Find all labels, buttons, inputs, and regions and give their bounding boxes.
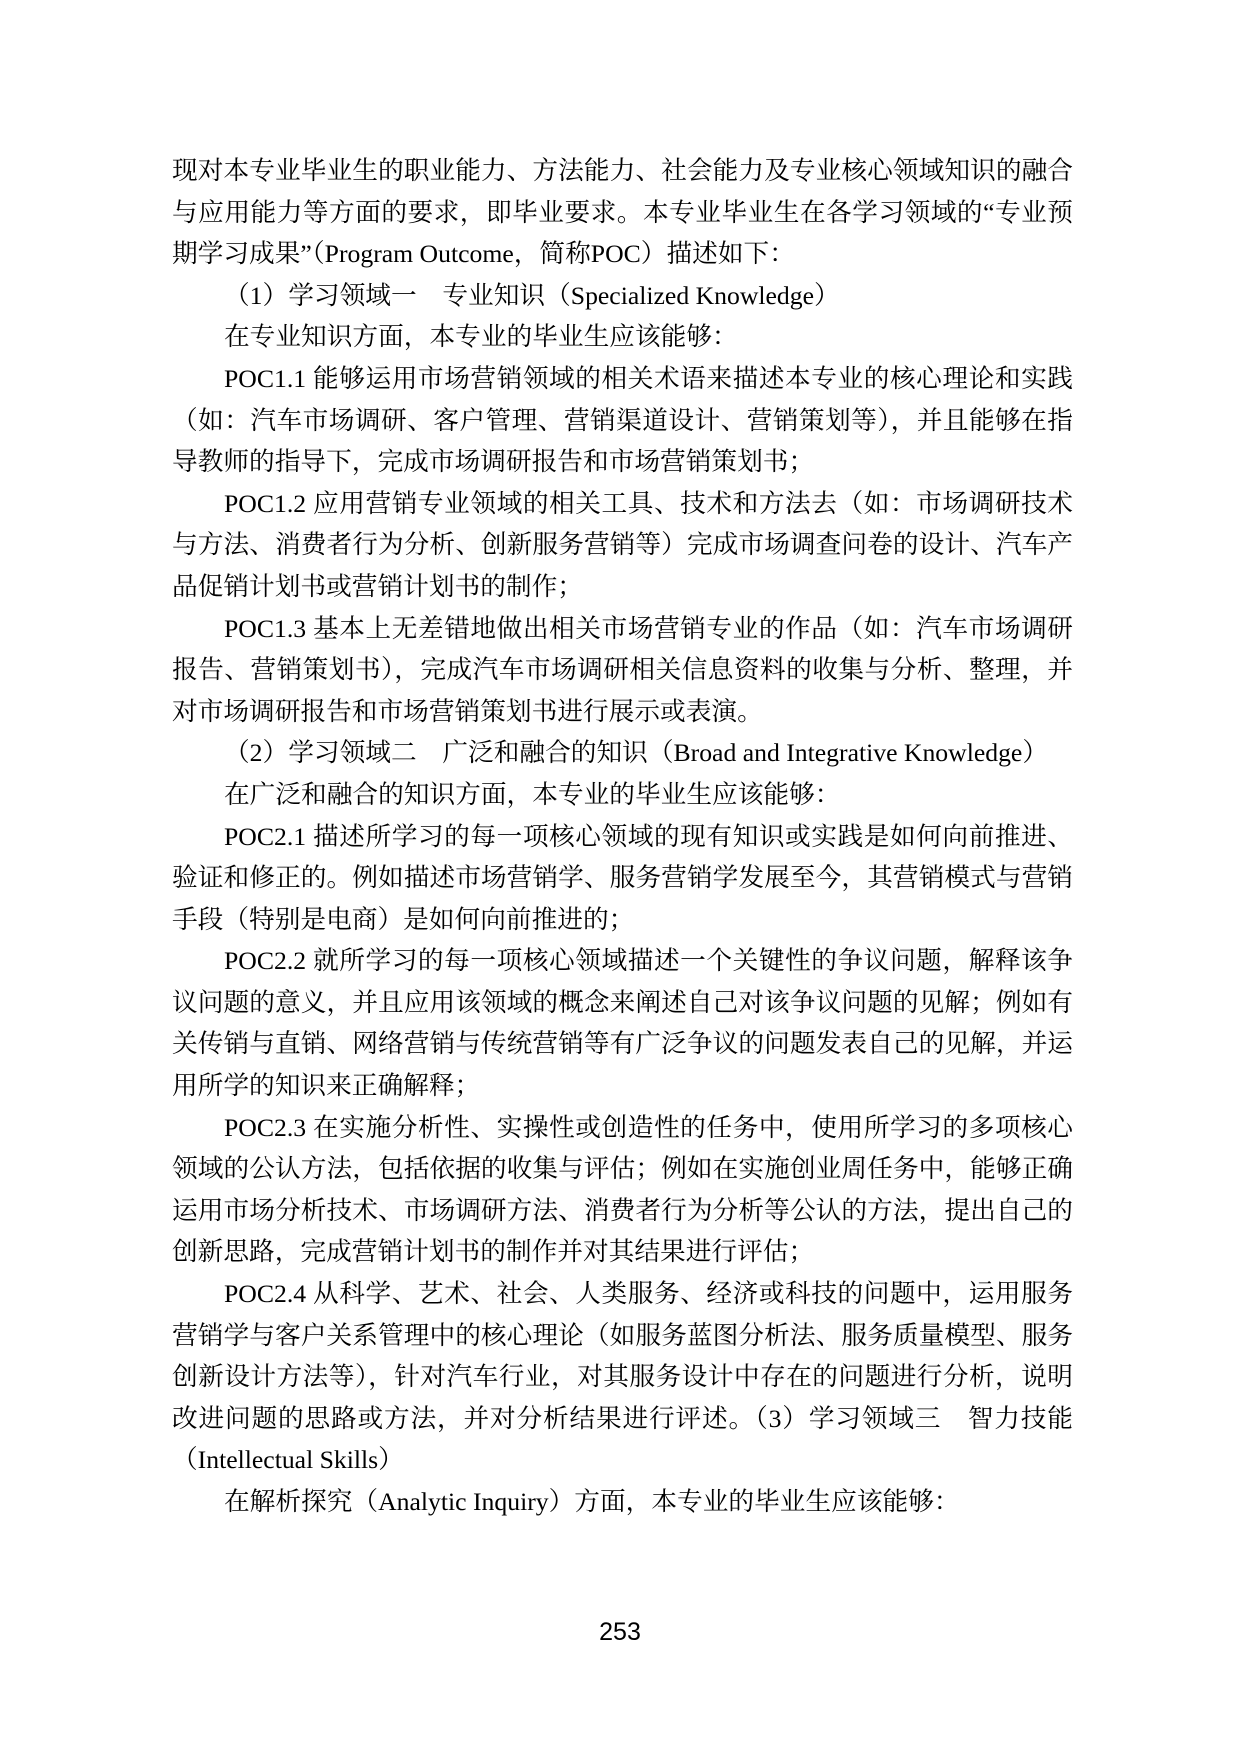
heading-learning-area-2: （2）学习领域二 广泛和融合的知识（Broad and Integrative Knowledge） xyxy=(224,738,1049,768)
page-number: 253 xyxy=(599,1618,641,1646)
paragraph-poc2-3: POC2.3 在实施分析性、实操性或创造性的任务中，使用所学习的多项核心领域的公认方法，包括依据的收集与评估；例如在实施创业周任务中，能够正确运用市场分析技术、市场调研方法、消费者行为分析等公认的方法，提出自己的创新思路，完成营销计划书的制作并对其结果进行评估； xyxy=(172,1112,1073,1267)
paragraph-poc1-1: POC1.1 能够运用市场营销领域的相关术语来描述本专业的核心理论和实践（如：汽车市场调研、客户管理、营销渠道设计、营销策划等），并且能够在指导教师的指导下，完成市场调研报告和市场营销策划书； xyxy=(172,363,1073,477)
heading-learning-area-1: （1）学习领域一 专业知识（Specialized Knowledge） xyxy=(224,280,840,310)
body-text xyxy=(172,150,1073,1523)
paragraph-poc1-3: POC1.3 基本上无差错地做出相关市场营销专业的作品（如：汽车市场调研报告、营销策划书），完成汽车市场调研相关信息资料的收集与分析、整理，并对市场调研报告和市场营销策划书进行展示或表演。 xyxy=(172,613,1073,726)
paragraph-poc2-1: POC2.1 描述所学习的每一项核心领域的现有知识或实践是如何向前推进、验证和修正的。例如描述市场营销学、服务营销学发展至今，其营销模式与营销手段（特别是电商）是如何向前推进的； xyxy=(172,821,1073,934)
paragraph-poc2-4: POC2.4 从科学、艺术、社会、人类服务、经济或科技的问题中，运用服务营销学与客户关系管理中的核心理论（如服务蓝图分析法、服务质量模型、服务创新设计方法等），针对汽车行业，对其服务设计中存在的问题进行分析，说明改进问题的思路或方法，并对分析结果进行评述。（3）学习领域三 智力技能（Intellectual Skills） xyxy=(172,1279,1073,1475)
paragraph-poc2-2: POC2.2 就所学习的每一项核心领域描述一个关键性的争议问题，解释该争议问题的意义，并且应用该领域的概念来阐述自己对该争议问题的见解；例如有关传销与直销、网络营销与传统营销等有广泛争议的问题发表自己的见解，并运用所学的知识来正确解释； xyxy=(172,946,1073,1101)
paragraph-poc1-2: POC1.2 应用营销专业领域的相关工具、技术和方法去（如：市场调研技术与方法、消费者行为分析、创新服务营销等）完成市场调查问卷的设计、汽车产品促销计划书或营销计划书的制作； xyxy=(172,488,1073,601)
paragraph-intro: 现对本专业毕业生的职业能力、方法能力、社会能力及专业核心领域知识的融合与应用能力等方面的要求，即毕业要求。本专业毕业生在各学习领域的“专业预期学习成果”（Program Outcome，简称POC）描述如下： xyxy=(172,156,1073,269)
paragraph-area2-lead: 在广泛和融合的知识方面，本专业的毕业生应该能够： xyxy=(224,779,841,809)
paragraph-area1-lead: 在专业知识方面，本专业的毕业生应该能够： xyxy=(224,322,738,352)
paragraph-area3-lead: 在解析探究（Analytic Inquiry）方面，本专业的毕业生应该能够： xyxy=(224,1487,960,1516)
